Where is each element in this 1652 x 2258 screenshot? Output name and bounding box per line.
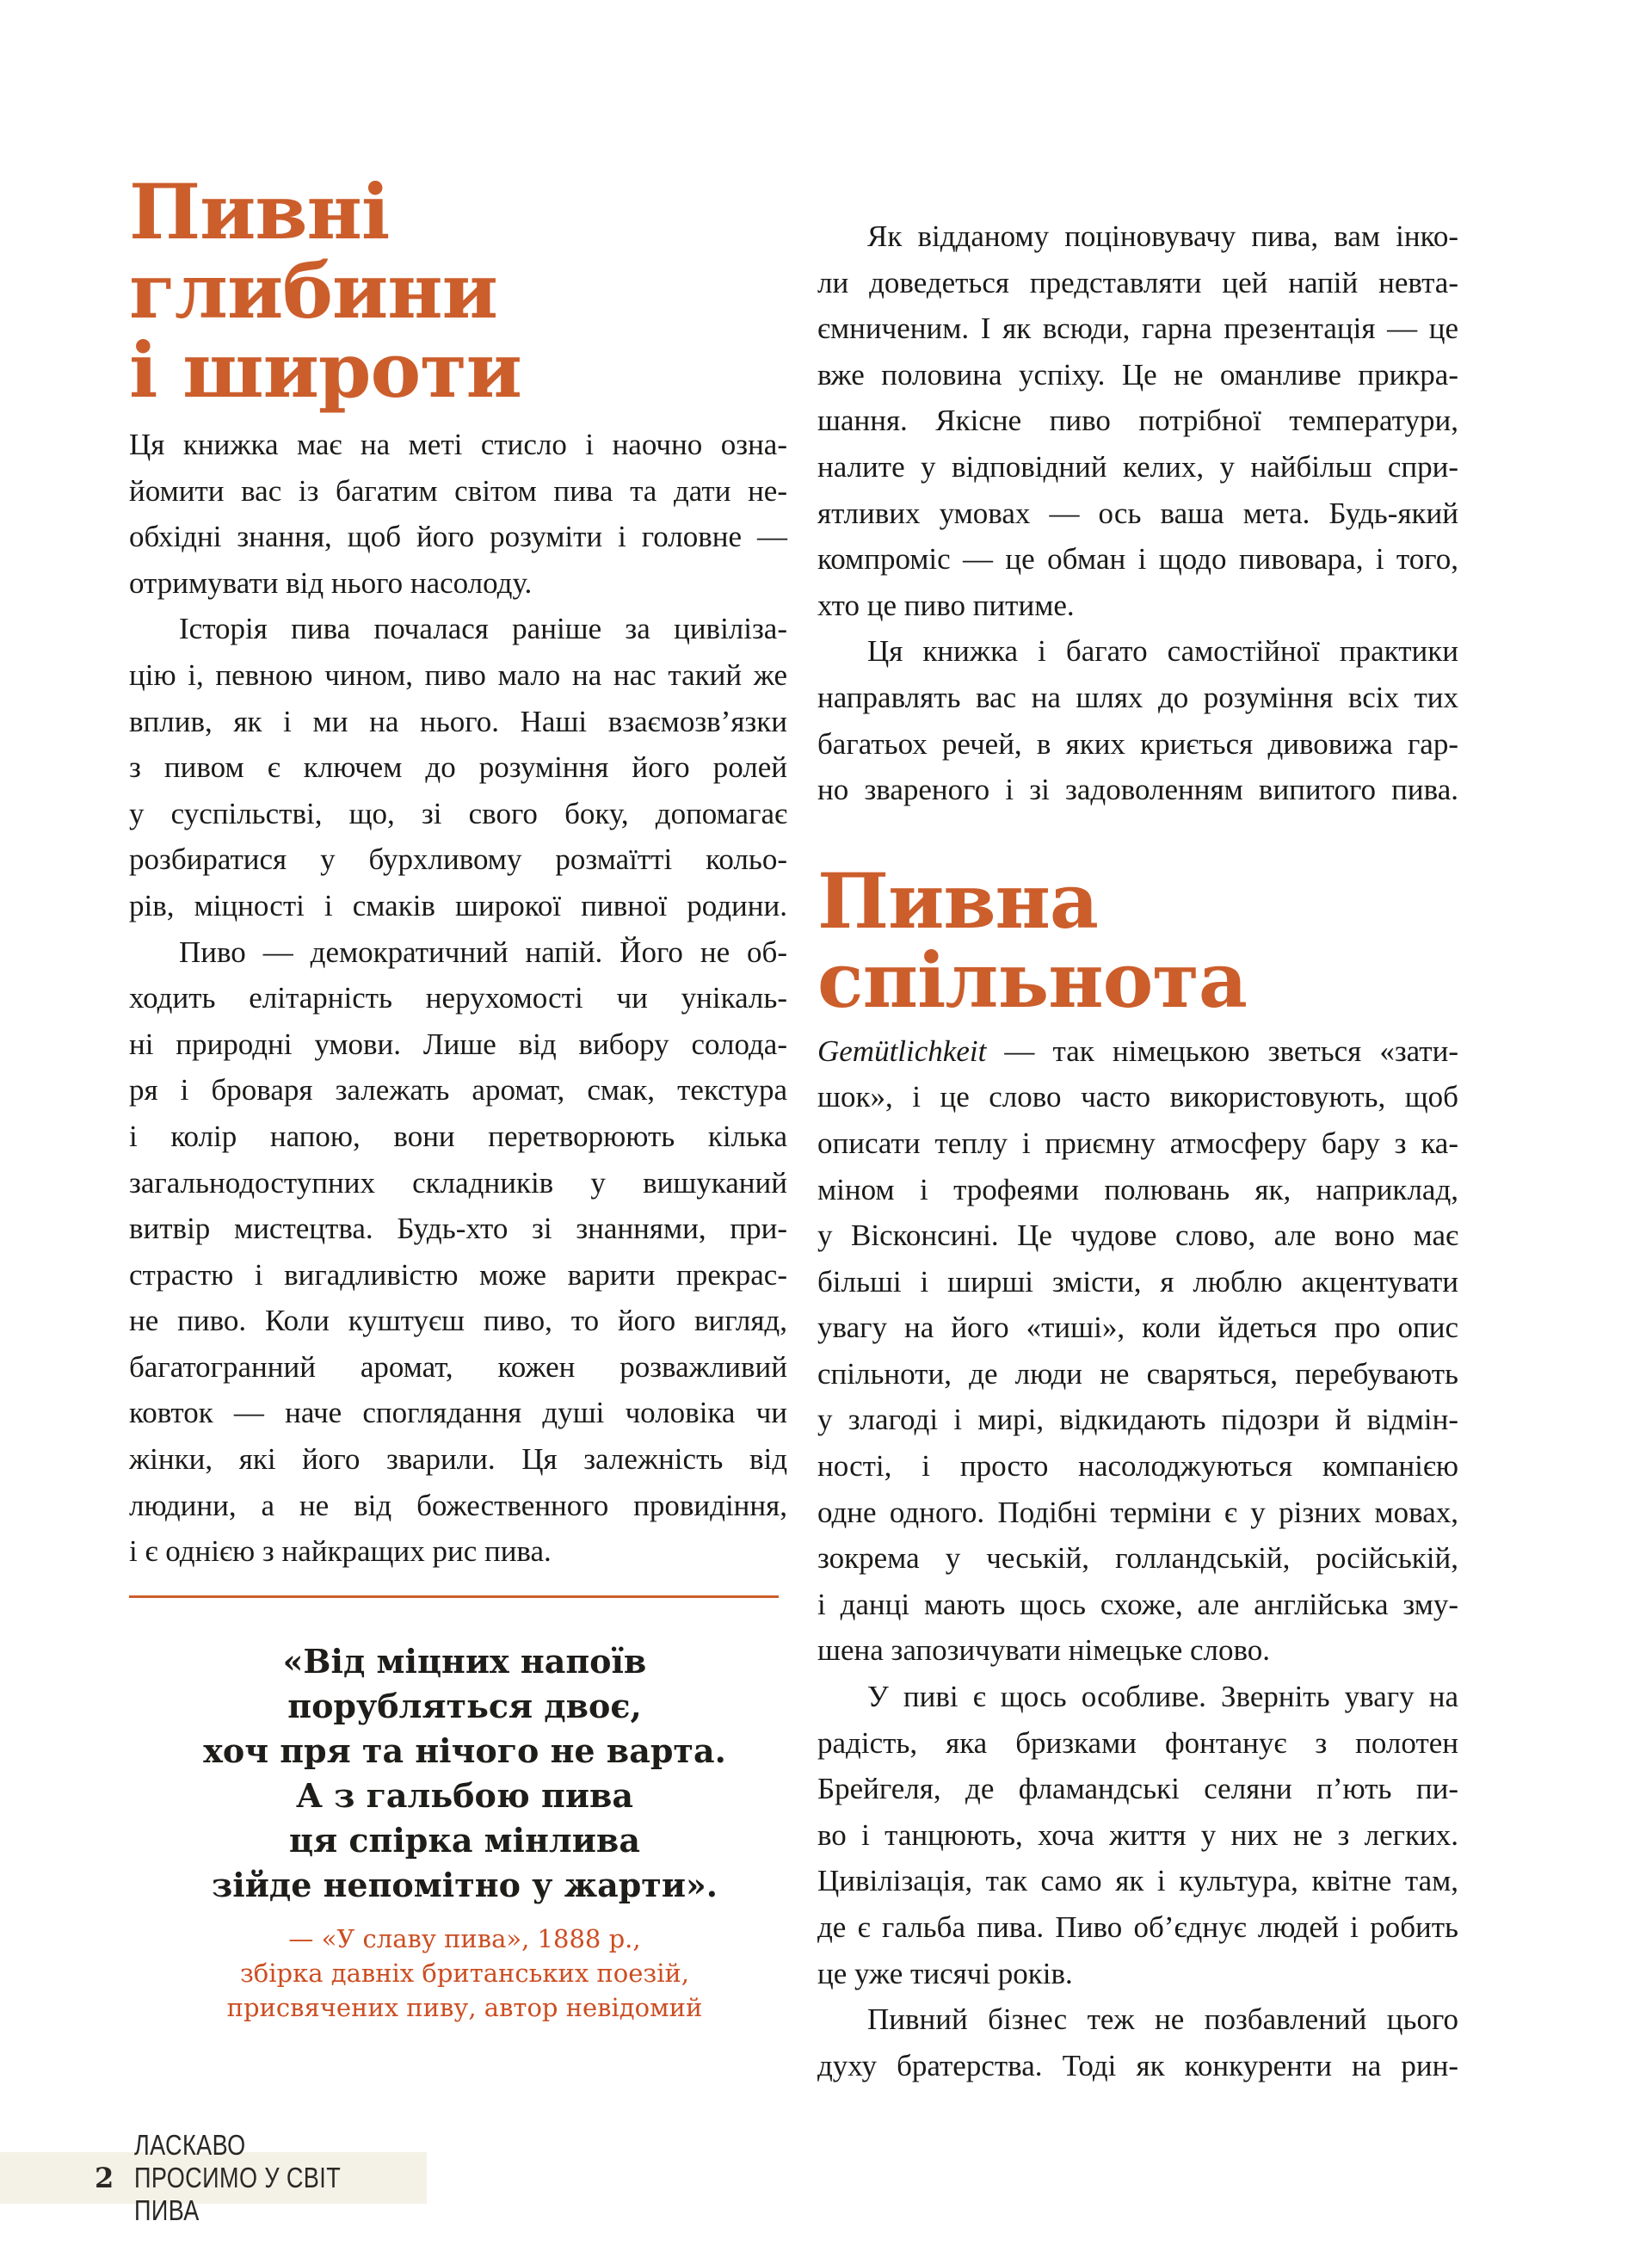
text-line: багатогранний аромат, кожен розважливий: [129, 1349, 787, 1384]
italic-term: Gemütlichkeit: [817, 1033, 987, 1068]
text-line: міном і трофеями полювань як, наприклад,: [817, 1172, 1458, 1206]
text-line: шок», і це слово часто використовують, щоб: [817, 1080, 1458, 1114]
section-heading-depths: [129, 167, 787, 415]
text-line: Як відданому поціновувачу пива, вам інко-: [867, 219, 1458, 253]
text-line: Пиво — демократичний напій. Його не об-: [179, 935, 787, 969]
page-number: 2: [95, 2162, 114, 2194]
text-line: ходить елітарність нерухомості чи унікаль-: [129, 981, 787, 1015]
paragraph: [817, 1674, 1458, 1996]
text-line: не пиво. Коли куштуєш пиво, то його вигляд,: [129, 1304, 787, 1338]
heading-line: і широти: [129, 325, 521, 415]
text-line: радість, яка бризками фонтанує з полотен: [817, 1725, 1458, 1760]
right-column: [817, 213, 1458, 2088]
section-heading-community: [817, 855, 1458, 1025]
paragraph: [817, 1996, 1458, 2088]
text-line: ємниченим. І як всюди, гарна презентація — це: [817, 312, 1458, 346]
text-line: одне одного. Подібні терміни є у різних мовах,: [817, 1495, 1458, 1529]
quote-attribution: [129, 1922, 800, 2025]
quote-line: хоч пря та нічого не варта.: [203, 1731, 726, 1770]
paragraph: [129, 422, 787, 606]
text-line: во і танцюють, хоча життя у них не з легких.: [817, 1817, 1458, 1852]
running-head: ЛАСКАВО ПРОСИМО У СВІТ ПИВА: [134, 2129, 342, 2226]
text-line: Історія пива почалася раніше за цивіліза-: [179, 612, 787, 646]
heading-line: спільнота: [817, 935, 1247, 1025]
text-line: зокрема у чеській, голландській, російській,: [817, 1541, 1458, 1576]
text-line: вплив, як і ми на нього. Наші взаємозв’язки: [129, 704, 787, 738]
quote-line: А з гальбою пива: [295, 1776, 634, 1815]
text-line: направлять вас на шлях до розуміння всіх тих: [817, 680, 1458, 714]
text-line: це уже тисячі років.: [817, 1956, 1073, 1990]
text-line: з пивом є ключем до розуміння його ролей: [129, 750, 787, 785]
quote-separator-rule: [129, 1595, 779, 1598]
right-body-text: [817, 1028, 1458, 2089]
text-line: людини, а не від божественного провидіння,: [129, 1488, 787, 1522]
text-line: ятливих умовах — ось ваша мета. Будь-який: [817, 496, 1458, 530]
quote-line: «Від міцних напоїв: [282, 1642, 647, 1681]
text-line: ні природні умови. Лише від вибору солода-: [129, 1027, 787, 1061]
text-line: жінки, які його зварили. Ця залежність від: [129, 1442, 787, 1477]
text-line: ковток — наче споглядання душі чоловіка чи: [129, 1396, 787, 1430]
text-line: багатьох речей, в яких криється дивовижа гар-: [817, 726, 1458, 761]
text-line: ря і броваря залежать аромат, смак, текстура: [129, 1073, 787, 1107]
paragraph: [817, 213, 1458, 628]
text-line: і данці мають щось схоже, але англійська зму-: [817, 1587, 1458, 1621]
text-line: описати теплу і приємну атмосферу бару з ка-: [817, 1126, 1458, 1160]
quote-line: ця спірка мінлива: [289, 1821, 640, 1860]
text-line: Цивілізація, так само як і культура, квітне там,: [817, 1864, 1458, 1898]
text-line: і колір напою, вони перетворюють кілька: [129, 1119, 787, 1153]
text-line: шання. Якісне пиво потрібної температури,: [817, 404, 1458, 438]
paragraph: [817, 1028, 1458, 1674]
quote-line: порубляться двоє,: [287, 1687, 642, 1725]
text-line: у злагоді і мирі, відкидають підозри й відмін-: [817, 1403, 1458, 1437]
heading-line: Пивні: [129, 167, 390, 256]
text-line: ли доведеться представляти цей напій невта-: [817, 265, 1458, 299]
text-line: загальнодоступних складників у вишуканий: [129, 1165, 787, 1200]
left-column: [129, 167, 787, 1575]
text-line: розбиратися у бурхливому розмаїтті кольо-: [129, 842, 787, 877]
text-line: ності, і просто насолоджуються компанією: [817, 1449, 1458, 1484]
heading-line: глибини: [129, 246, 497, 336]
text-line: обхідні знання, щоб його розуміти і головне —: [129, 520, 787, 554]
quote-line: зійде непомітно у жарти».: [212, 1866, 718, 1904]
text-line: і є однією з найкращих рис пива.: [129, 1534, 552, 1569]
right-intro-text: [817, 213, 1458, 813]
text-line: витвір мистецтва. Будь-хто зі знаннями, при-: [129, 1212, 787, 1246]
attribution-line: присвячених пиву, автор невідомий: [226, 1993, 703, 2022]
paragraph: [129, 929, 787, 1575]
text-line: Пивний бізнес теж не позбавлений цього: [867, 2002, 1458, 2037]
text-line: увагу на його «тиші», коли йдеться про опис: [817, 1311, 1458, 1345]
text-line: духу братерства. Тоді як конкуренти на рин-: [817, 2048, 1458, 2082]
text-line: страстю і вигадливістю може варити прекрас-: [129, 1257, 787, 1292]
text-line: Ця книжка і багато самостійної практики: [867, 634, 1458, 669]
text-line: Брейгеля, де фламандські селяни п’ють пи-: [817, 1772, 1458, 1806]
text-line: Ця книжка має на меті стисло і наочно озна-: [129, 428, 787, 461]
paragraph: [129, 606, 787, 928]
text-line: [817, 1028, 1458, 1075]
text-line: У пиві є щось особливе. Зверніть увагу на: [867, 1680, 1458, 1714]
text-line: но звареного і зі задоволенням випитого пива.: [817, 773, 1458, 807]
pull-quote: [129, 1639, 800, 2025]
heading-line: Пивна: [817, 855, 1098, 946]
text-fragment: — так німецькою зветься «зати-: [986, 1033, 1458, 1068]
page-footer: [0, 2129, 427, 2226]
text-line: йомити вас із багатим світом пива та дати не-: [129, 473, 787, 508]
text-line: де є гальба пива. Пиво об’єднує людей і робить: [817, 1910, 1458, 1944]
text-line: шена запозичувати німецьке слово.: [817, 1633, 1271, 1668]
text-line: хто це пиво питиме.: [817, 588, 1075, 622]
attribution-line: — «У славу пива», 1888 р.,: [288, 1924, 641, 1953]
text-line: вже половина успіху. Це не оманливе прикра-: [817, 357, 1458, 392]
left-body-text: [129, 422, 787, 1575]
text-line: рів, міцності і смаків широкої пивної родини.: [129, 888, 787, 922]
text-line: отримувати від нього насолоду.: [129, 565, 533, 600]
text-line: у суспільстві, що, зі свого боку, допомагає: [129, 796, 787, 830]
paragraph: [817, 628, 1458, 812]
text-line: цію і, певною чином, пиво мало на нас такий же: [129, 657, 787, 692]
text-line: компроміс — це обман і щодо пивовара, і того,: [817, 542, 1458, 577]
text-line: спільноти, де люди не сваряться, перебувають: [817, 1356, 1458, 1391]
text-line: більші і ширші змісти, я люблю акцентувати: [817, 1264, 1458, 1299]
text-line: у Вісконсині. Це чудове слово, але воно має: [817, 1218, 1458, 1253]
quote-text: [129, 1639, 800, 1908]
text-line: налите у відповідний келих, у найбільш спри-: [817, 449, 1458, 484]
attribution-line: збірка давніх британських поезій,: [239, 1959, 690, 1988]
